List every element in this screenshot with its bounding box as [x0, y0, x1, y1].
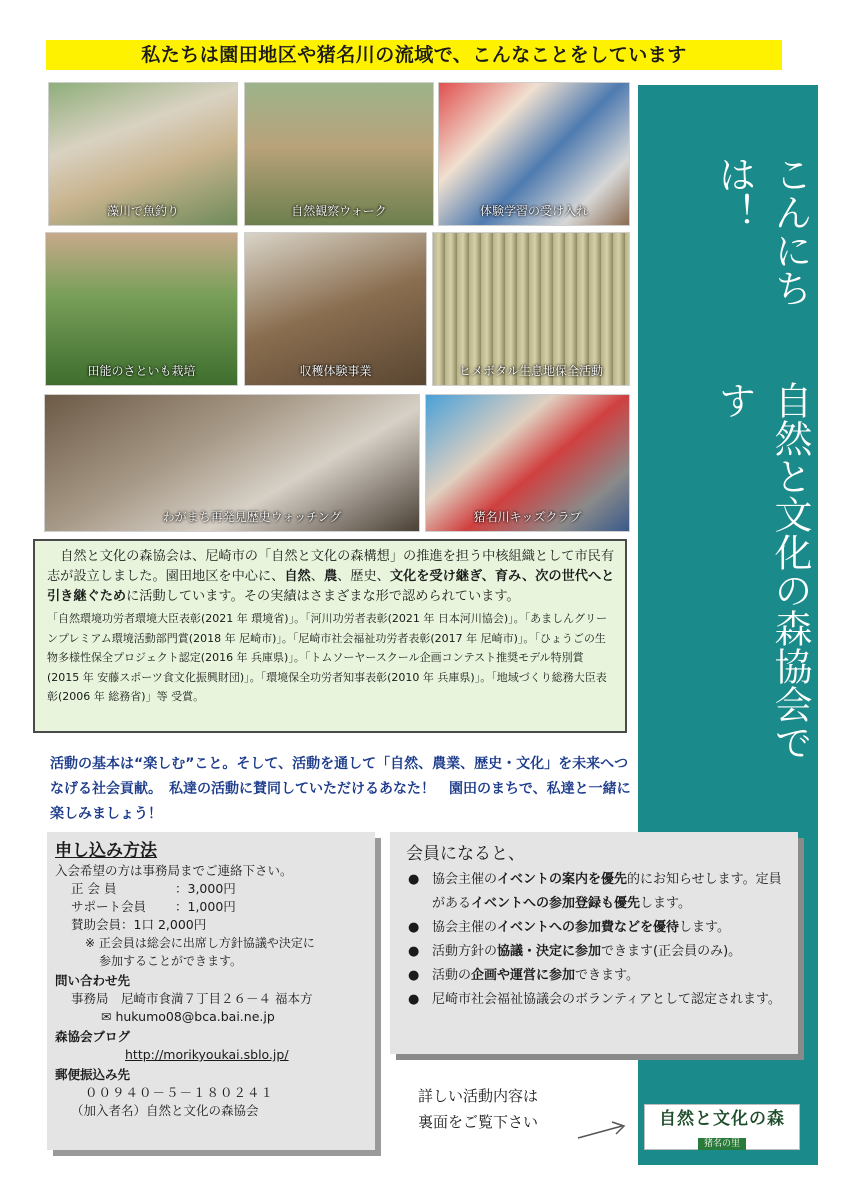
postal-heading: 郵便振込み先: [55, 1067, 131, 1082]
association-line: 自然と文化の森協会です: [712, 380, 812, 761]
fee-label: 賛助会員: [71, 917, 122, 932]
association-logo: [644, 1104, 800, 1150]
intro-text-part: に活動しています。その実績はさまざまな形で認められています。: [126, 589, 520, 604]
intro-text-part: 、歴史、: [337, 569, 390, 584]
benefit-text: 協会主催の: [432, 872, 498, 887]
fee-amount: ：1口 2,000円: [121, 917, 207, 932]
photo-caption: 猪名川キッズクラブ: [473, 510, 582, 524]
blog-link[interactable]: http://morikyoukai.sblo.jp/: [125, 1047, 289, 1062]
intro-text-part: 自然と文化の森協会は、尼崎市の「自然と文化の森構想」の推進を担う中核組織として市民有志が設立しました。園田地区を中心に、: [47, 549, 615, 584]
benefit-text: 活動方針の: [432, 944, 498, 959]
contact-heading: 問い合わせ先: [55, 973, 131, 988]
page-header-banner: 私たちは園田地区や猪名川の流域で、こんなことをしています: [46, 40, 782, 70]
detail-line: 詳しい活動内容は: [418, 1087, 539, 1105]
fee-label: 正 会 員: [71, 881, 117, 896]
intro-emphasis: 農: [323, 569, 338, 584]
postal-name: （加入者名）自然と文化の森協会: [71, 1103, 259, 1118]
benefit-text: します。: [679, 920, 730, 935]
fee-amount: ：1,000円: [175, 899, 236, 914]
photo-caption: 藻川で魚釣り: [106, 204, 179, 218]
photo-taro-farming: [45, 232, 238, 386]
awards-list: 「自然環境功労者環境大臣表彰(2021 年 環境省)」。「河川功労者表彰(2021 年 日本河川協会)」。「あましんグリーンプレミアム環境活動部門賞(2018 年 尼崎市)」。「尼崎市社会福祉功労者表彰(2017 年 尼崎市)」。「ひょうごの生物多様性保全プロジェクト認定(2016 年 兵庫県)」。「トムソーヤースクール企画コンテスト推奨モデル特別賞(2015 年 安藤スポーツ食文化振興財団)」。「環境保全功労者知事表彰(2010 年 兵庫県)」。「地域づくり総務大臣表彰(2006 年 総務省)」等 受賞。: [47, 612, 608, 703]
benefit-text: 活動の: [432, 968, 472, 983]
application-box: [47, 832, 375, 1150]
photo-history-watching: [44, 394, 420, 532]
photo-caption: 収穫体験事業: [299, 364, 372, 378]
photo-harvest: [244, 232, 427, 386]
photo-nature-walk: [244, 82, 434, 226]
photo-caption: 田能のさといも栽培: [87, 364, 196, 378]
benefit-emphasis: イベントの案内を優先: [497, 872, 628, 887]
detail-note: [418, 1083, 538, 1135]
intro-box: [33, 539, 627, 733]
postal-number: ００９４０－５－１８０２４１: [85, 1085, 275, 1100]
benefit-text: 的にお知らせします。定員がある: [432, 872, 782, 911]
list-item: [408, 916, 788, 940]
benefits-list: [408, 868, 788, 1012]
list-item: [408, 868, 788, 916]
blog-heading: 森協会ブログ: [55, 1029, 131, 1044]
mission-text: 活動の基本は“楽しむ”こと。そして、活動を通して「自然、農業、歴史・文化」を未来へつなげる社会貢献。 私達の活動に賛同していただけるあなた！ 園田のまちで、私達と一緒に楽しみましょう！: [50, 756, 631, 822]
intro-emphasis: 自然: [284, 569, 311, 584]
benefit-emphasis: イベントへの参加費などを優待: [497, 920, 680, 935]
contact-email[interactable]: ✉ hukumo08@bca.bai.ne.jp: [101, 1009, 275, 1024]
fee-label: サポート会員: [71, 899, 147, 914]
intro-text-part: 、: [310, 569, 324, 584]
photo-caption: 自然観察ウォーク: [291, 204, 387, 218]
intro-emphasis: 文化を受け継ぎ、育み、次の世代へと引き継ぐため: [47, 569, 615, 604]
photo-caption: わがまち再発見歴史ウォッチング: [162, 510, 342, 524]
benefit-text: できます(正会員のみ)。: [601, 944, 742, 959]
benefit-emphasis: 協議・決定に参加: [497, 944, 602, 959]
fee-amount: ：3,000円: [175, 881, 236, 896]
photo-caption: 体験学習の受け入れ: [479, 204, 588, 218]
photo-experience-learning: [438, 82, 630, 226]
benefit-text: します。: [640, 896, 691, 911]
fee-row: [55, 916, 375, 934]
fee-row: [55, 898, 375, 916]
application-intro: 入会希望の方は事務局までご連絡下さい。: [55, 863, 293, 878]
member-heading: 会員になると、: [406, 844, 525, 864]
benefit-emphasis: イベントへの参加登録も優先: [471, 896, 641, 911]
benefit-text: できます。: [575, 968, 639, 983]
application-heading: 申し込み方法: [55, 841, 157, 861]
contact-address: 事務局 尼崎市食満７丁目２６－４ 福本方: [71, 991, 313, 1006]
benefit-text: 協会主催の: [432, 920, 498, 935]
list-item: [408, 964, 788, 988]
list-item: [408, 988, 788, 1012]
photo-firefly-conservation: [432, 232, 630, 386]
intro-text: [47, 547, 615, 607]
logo-subtitle: 猪名の里: [698, 1138, 746, 1150]
member-benefits-box: [390, 832, 798, 1054]
membership-note: ※ 正会員は総会に出席し方針協議や決定に: [85, 936, 315, 950]
side-banner-title: [638, 155, 818, 795]
detail-line: 裏面をご覧下さい: [418, 1113, 539, 1131]
greeting-line: こんにちは！: [712, 155, 812, 307]
membership-note: 参加することができます。: [99, 954, 243, 968]
photo-kids-club: [425, 394, 630, 532]
logo-title: 自然と文化の森: [659, 1109, 785, 1129]
fee-row: [55, 880, 375, 898]
photo-fishing: [48, 82, 238, 226]
benefit-emphasis: 企画や運営に参加: [471, 968, 576, 983]
photo-caption: ヒメボタル生息地保全活動: [458, 364, 603, 378]
benefit-text: 尼崎市社会福祉協議会のボランティアとして認定されます。: [432, 992, 781, 1007]
list-item: [408, 940, 788, 964]
arrow-icon: [576, 1118, 630, 1140]
